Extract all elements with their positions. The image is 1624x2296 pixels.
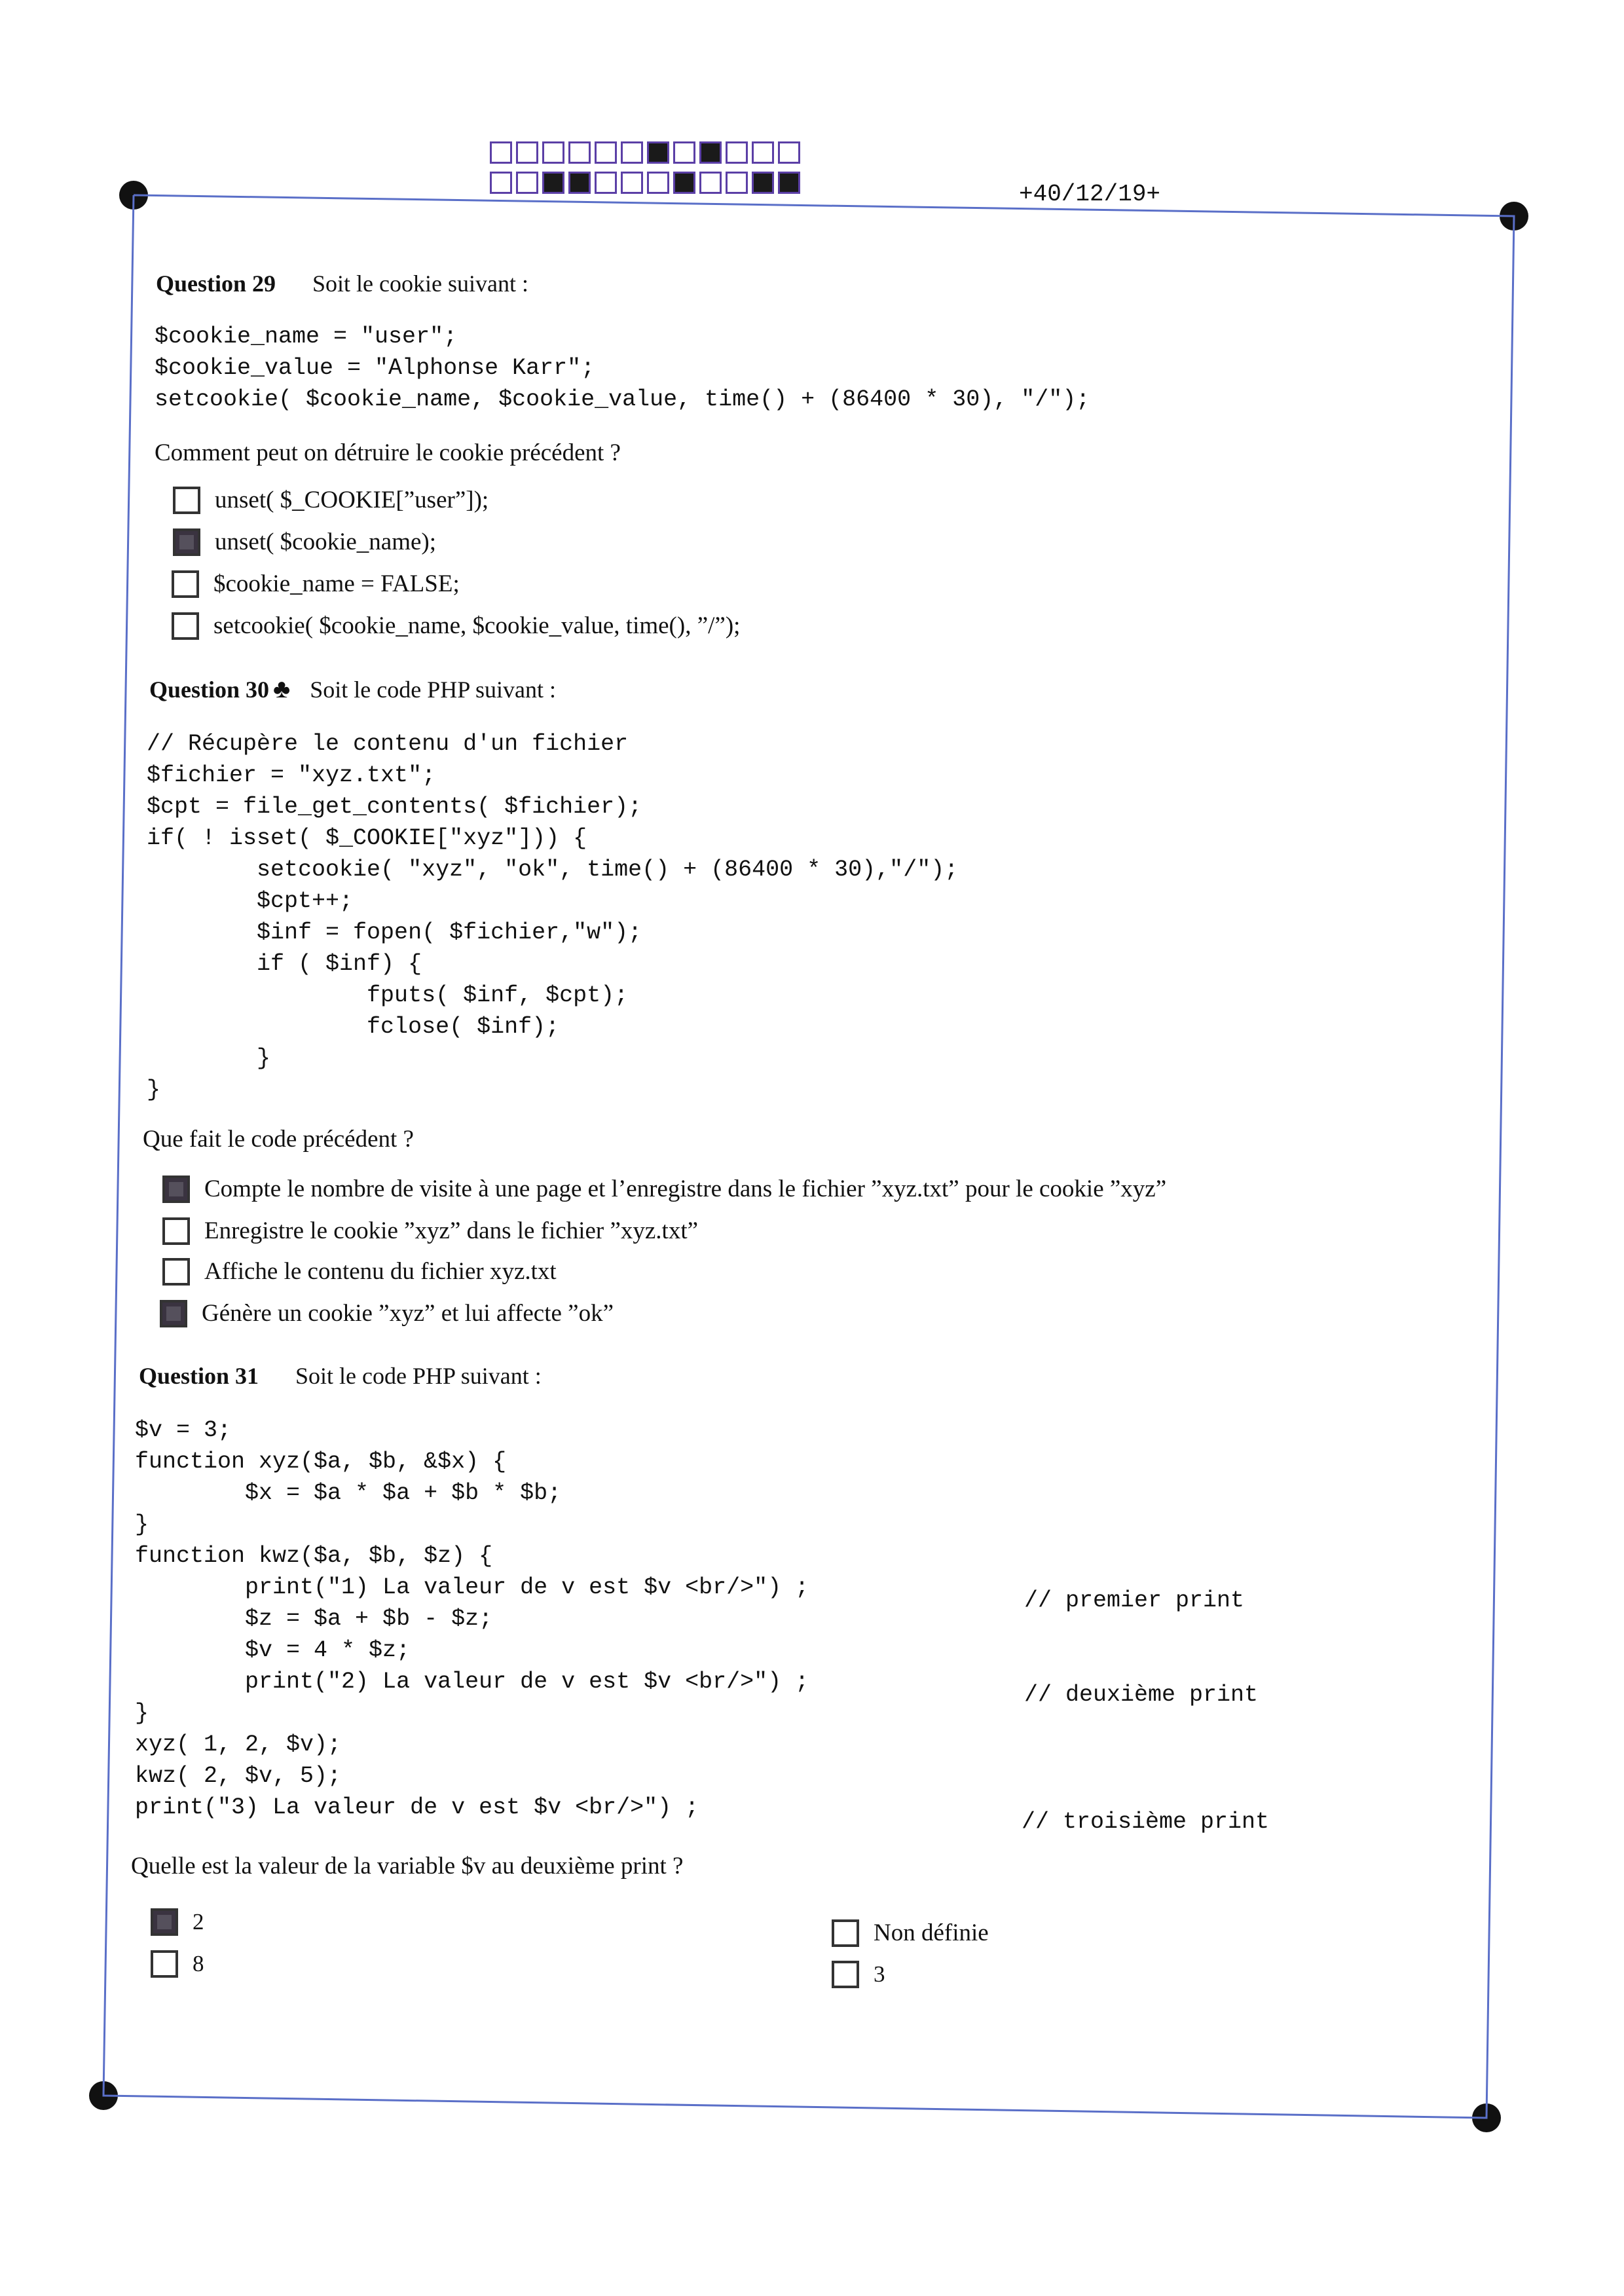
question-30-prompt: Que fait le code précédent ? xyxy=(143,1126,414,1153)
code-cell xyxy=(595,172,617,194)
answer-checkbox[interactable] xyxy=(173,528,200,556)
answer-choice[interactable] xyxy=(172,612,740,640)
code-cell xyxy=(595,141,617,164)
code-comment-second-print: // deuxième print xyxy=(1024,1682,1259,1708)
code-cell xyxy=(516,141,538,164)
code-cell xyxy=(568,141,591,164)
question-30-heading xyxy=(149,673,556,704)
question-29-heading xyxy=(156,270,528,297)
answer-label: Affiche le contenu du fichier xyz.txt xyxy=(204,1258,557,1285)
code-cell xyxy=(568,172,591,194)
answer-choice[interactable] xyxy=(160,1299,614,1327)
code-cell xyxy=(778,172,800,194)
question-intro: Soit le cookie suivant : xyxy=(312,270,528,297)
question-31-prompt: Quelle est la valeur de la variable $v au deuxième print ? xyxy=(131,1853,684,1879)
answer-label: 3 xyxy=(874,1961,885,1987)
answer-label: $cookie_name = FALSE; xyxy=(213,570,460,597)
answer-label: 2 xyxy=(193,1909,204,1935)
code-comment-third-print: // troisième print xyxy=(1022,1809,1270,1835)
sheet-id: +40/12/19+ xyxy=(1019,181,1161,208)
answer-label: Compte le nombre de visite à une page et l’enregistre dans le fichier ”xyz.txt” pour le cookie ”xyz” xyxy=(204,1176,1167,1202)
code-cell xyxy=(726,172,748,194)
club-icon: ♣ xyxy=(273,674,291,703)
answer-checkbox[interactable] xyxy=(151,1950,178,1978)
answer-choice[interactable] xyxy=(162,1175,1166,1203)
answer-choice[interactable] xyxy=(832,1919,989,1947)
question-intro: Soit le code PHP suivant : xyxy=(310,676,556,703)
sheet-code-row-2 xyxy=(490,172,804,198)
code-cell xyxy=(647,172,669,194)
code-cell xyxy=(647,141,669,164)
answer-checkbox[interactable] xyxy=(832,1961,859,1988)
question-label: Question 30 xyxy=(149,676,270,703)
question-30-code: // Récupère le contenu d'un fichier $fichier = "xyz.txt"; $cpt = file_get_contents( $fichier); if( ! isset( $_COOKIE["xyz"])) { setcookie( "xyz", "ok", time() + (86400 * 30),"/"); $cpt++; $inf = fopen( $fichier,"w"); if ( $inf) { fputs( $inf, $cpt); fclose( $inf); } } xyxy=(147,731,959,1103)
question-label: Question 29 xyxy=(156,270,276,297)
answer-label: Non définie xyxy=(874,1919,989,1946)
answer-label: unset( $cookie_name); xyxy=(215,528,437,555)
answer-choice[interactable] xyxy=(832,1961,885,1988)
question-label: Question 31 xyxy=(139,1363,259,1389)
code-cell xyxy=(542,172,564,194)
answer-choice[interactable] xyxy=(173,486,489,514)
answer-choice[interactable] xyxy=(151,1950,204,1978)
code-cell xyxy=(699,141,722,164)
code-cell xyxy=(621,172,643,194)
code-cell xyxy=(673,172,695,194)
answer-choice[interactable] xyxy=(172,570,460,598)
code-cell xyxy=(673,141,695,164)
code-cell xyxy=(726,141,748,164)
code-comment-first-print: // premier print xyxy=(1024,1587,1245,1614)
answer-checkbox[interactable] xyxy=(172,570,199,598)
answer-checkbox[interactable] xyxy=(151,1908,178,1936)
answer-checkbox[interactable] xyxy=(172,612,199,640)
answer-checkbox[interactable] xyxy=(160,1300,187,1327)
answer-choice[interactable] xyxy=(162,1257,557,1286)
answer-choice[interactable] xyxy=(173,528,436,556)
answer-checkbox[interactable] xyxy=(162,1176,190,1203)
code-cell xyxy=(621,141,643,164)
sheet-code-row-1 xyxy=(490,141,804,168)
question-29-code: $cookie_name = "user"; $cookie_value = "Alphonse Karr"; setcookie( $cookie_name, $cookie_value, time() + (86400 * 30), "/"); xyxy=(155,324,1090,413)
answer-checkbox[interactable] xyxy=(162,1258,190,1286)
code-cell xyxy=(699,172,722,194)
code-cell xyxy=(490,141,512,164)
answer-label: Enregistre le cookie ”xyz” dans le fichier ”xyz.txt” xyxy=(204,1217,699,1244)
answer-label: Génère un cookie ”xyz” et lui affecte ”ok” xyxy=(202,1300,614,1327)
answer-choice[interactable] xyxy=(162,1217,698,1245)
code-cell xyxy=(778,141,800,164)
code-cell xyxy=(752,141,774,164)
code-cell xyxy=(490,172,512,194)
question-31-code: $v = 3; function xyz($a, $b, &$x) { $x = $a * $a + $b * $b; } function kwz($a, $b, $z) { print("1) La valeur de v est $v <br/>") ; $z = $a + $b - $z; $v = 4 * $z; print("2) La valeur de v est $v <br/>") ; } xyz( 1, 2, $v); kwz( 2, $v, 5); print("3) La valeur de v est $v <br/>") ; xyxy=(135,1417,809,1821)
code-cell xyxy=(542,141,564,164)
code-cell xyxy=(752,172,774,194)
answer-label: setcookie( $cookie_name, $cookie_value, time(), ”/”); xyxy=(213,612,741,639)
code-cell xyxy=(516,172,538,194)
answer-checkbox[interactable] xyxy=(832,1919,859,1947)
answer-checkbox[interactable] xyxy=(162,1217,190,1245)
answer-label: 8 xyxy=(193,1951,204,1976)
answer-choice[interactable] xyxy=(151,1908,204,1936)
question-31-heading xyxy=(139,1362,542,1390)
answer-checkbox[interactable] xyxy=(173,487,200,514)
question-29-prompt: Comment peut on détruire le cookie précédent ? xyxy=(155,439,621,466)
question-intro: Soit le code PHP suivant : xyxy=(295,1363,542,1389)
answer-label: unset( $_COOKIE[”user”]); xyxy=(215,487,489,513)
